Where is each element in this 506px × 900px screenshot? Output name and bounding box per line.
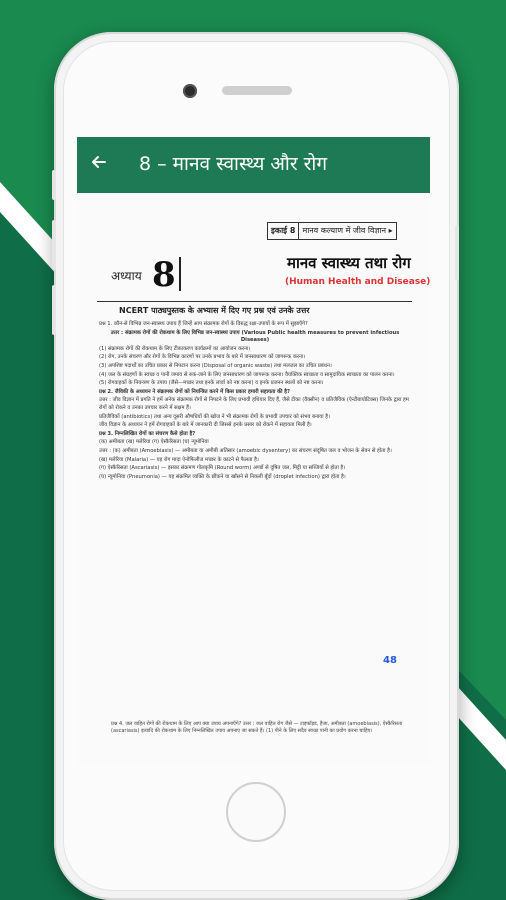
unit-label: मानव कल्याण में जीव विज्ञान ▸ [302,226,393,235]
paragraph: प्रतिजैविकों (antibiotics) तथा अन्य दूसरी औषधियों की खोज ने भी संक्रामक रोगों के प्रभावी उपचार को संभव बनाया है। [99,413,330,420]
chapter-title-hindi: मानव स्वास्थ्य तथा रोग [287,254,411,272]
chapter-number: 8 [152,255,176,295]
chapter-divider [179,257,181,291]
paragraph: उत्तर : (क) अमीबता (Amoebiasis) — अमीबता या अमीबी अतिसार (amoebic dysentery) का संचरण संदूषित जल व भोजन के सेवन से होता है। [99,447,392,454]
phone-power-button [455,225,459,280]
paragraph: (क) अमीबता (ख) मलेरिया (ग) ऐस्कैरिसता (घ) न्यूमोनिया [99,439,209,446]
paragraph: (ग) ऐस्कैरिसता (Ascariasis) — इसका संक्रमण गोलकृमि (Round worm) अण्डों से दूषित जल, मिट्टी या सब्जियों से होता है। [99,465,346,472]
page-number: 48 [383,655,397,666]
page-body-text [99,321,411,482]
paragraph: (ख) मलेरिया (Malaria) — यह रोग मादा ऐनोफिलीज मच्छर के काटने से फैलता है। [99,456,259,463]
phone-volume-down-button [52,285,56,335]
paragraph: (2) रोग, उनके संचरण और रोगों के विभिन्न कारणों पर उनके प्रभाव के बारे में जनसाधारण को जागरूक करना। [99,354,306,361]
paragraph: प्रश्न 1. कौन-से विभिन्न जन-स्वास्थ्य उपाय हैं जिन्हें आप संक्रामक रोगों के विरुद्ध रक्षा-उपायों के रूप में सुझाएँगे? [99,321,308,327]
app-screen [77,137,430,765]
front-camera [183,84,197,98]
phone-volume-up-button [52,220,56,270]
book-page [77,193,430,765]
paragraph: (1) संक्रामक रोगों की रोकथाम के लिए टीकाकरण कार्यक्रमों का आयोजन करना। [99,345,251,352]
next-page-text: प्रश्न 4. जल वाहित रोगों की रोकथाम के लिए आप क्या उपाय अपनाएँगे? उत्तर : जल वाहित रोग जैसे — टाइफॉइड, हैजा, अमीबता (amoebiasis), ऐस्कैरिसता (ascariasis) इत्यादि की रोकथाम के लिए निम्नलिखित उपाय अपनाए जा सकते हैं। (1) पीने के लिए सदैव स्वच्छ पानी का प्रयोग करना चाहिए। [111,721,403,734]
app-bar-title: 8 – मानव स्वास्थ्य और रोग [139,153,328,175]
paragraph: (5) रोगवाहकों के नियन्त्रण के उपाय (जैसे—मच्छर तथा इनके लार्वा को नष्ट करना) व इनके प्रजनन स्थलों को नष्ट करना। [99,380,324,387]
arrow-left-icon[interactable] [89,152,113,176]
app-bar [77,137,430,193]
unit-tag [267,222,397,240]
paragraph: उत्तर : संक्रामक रोगों की रोकथाम के लिए विभिन्न जन-स्वास्थ्य उपाय (Various Public health measures to prevent infectious Diseases) [110,329,400,344]
home-button[interactable] [226,782,286,842]
paragraph: जीव विज्ञान के अध्ययन ने हमें रोगवाहकों के बारे में जानकारी दी जिससे इनके प्रसार को रोकने में सहायता मिली है। [99,422,312,429]
heading-rule [97,301,412,302]
paragraph: (3) अपशिष्ट पदार्थों का उचित प्रकार से निपटान करना (Disposal of organic waste) तथा मलजल का उचित प्रबंधन। [99,362,332,369]
paragraph: (घ) न्यूमोनिया (Pneumonia) — यह संक्रमित व्यक्ति के छींकने या खाँसने से निकली बूँदों (droplet infection) द्वारा होता है। [99,473,346,480]
phone-side-button [52,170,56,200]
chapter-title-english: (Human Health and Disease) [285,277,430,287]
earpiece-speaker [222,86,292,95]
unit-number: इकाई 8 [268,223,299,239]
paragraph: (4) जल के संग्रहणों के स्वच्छ व पानी जमाव से रुक-जाने के लिए जनसाधारण को जागरूक करना। वैयक्तिक स्वच्छता व सामुदायिक स्वच्छता का पालन करना। [99,371,395,378]
chapter-label: अध्याय [111,269,142,283]
paragraph: उत्तर : जीव विज्ञान में प्रगति ने हमें अनेक संक्रामक रोगों से निपटने के लिए प्रभावी हथियार दिए हैं, जैसे टीका (वैक्सीन) व प्रतिजैविक (ऐन्टीबायोटिक्स) जिनके द्वारा हम रोगों को रोकने व उनका उपचार करने में सक्षम हैं। [99,397,409,411]
exercise-subheading: NCERT पाठ्यपुस्तक के अभ्यास में दिए गए प्रश्न एवं उनके उत्तर [119,306,310,315]
paragraph: प्रश्न 2. जैविकी के अध्ययन ने संक्रामक रोगों को नियन्त्रित करने में किस प्रकार हमारी सहायता की है? [99,388,291,395]
paragraph: प्रश्न 3. निम्नलिखित रोगों का संचरण कैसे होता है? [99,430,196,437]
